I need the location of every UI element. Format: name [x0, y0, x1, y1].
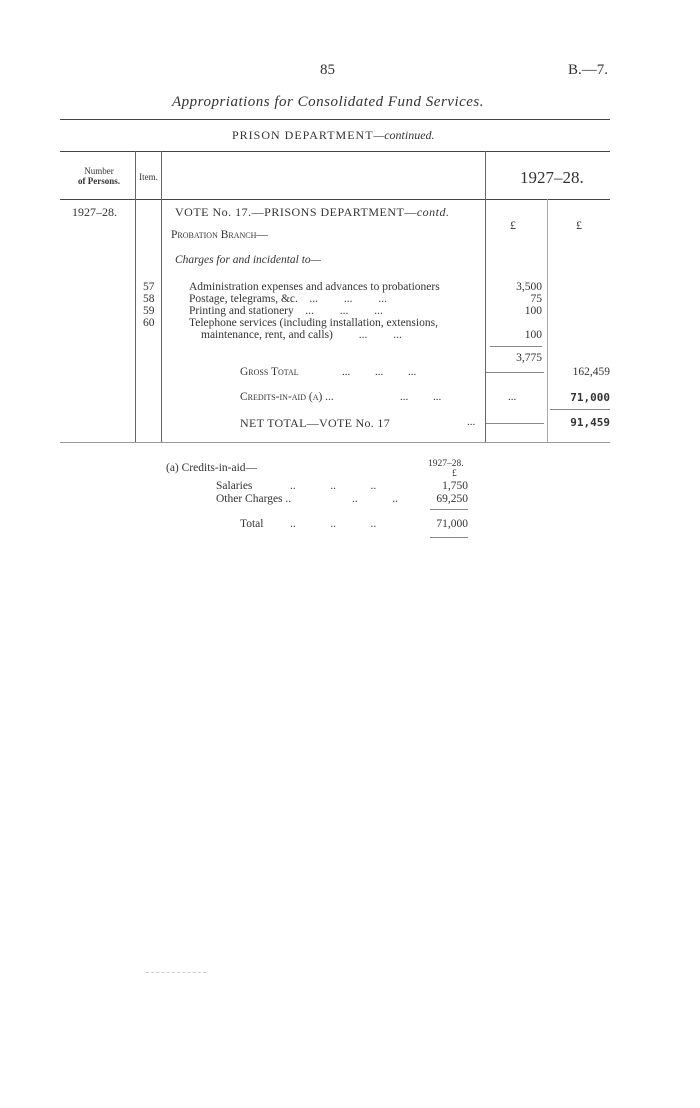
- footnote-total-label: Total: [240, 518, 264, 530]
- net-total-value: 91,459: [570, 416, 610, 429]
- net-total-dots: ...: [467, 416, 476, 428]
- item-number: 57: [143, 281, 155, 293]
- item-amount: 3,500: [516, 281, 542, 293]
- vote-title-main: VOTE No. 17.—PRISONS DEPARTMENT—: [175, 205, 417, 219]
- branch-heading: Probation Branch—: [171, 229, 268, 241]
- footnote-year: 1927–28.: [428, 459, 464, 469]
- charges-heading: Charges for and incidental to—: [175, 254, 321, 266]
- column-header-persons-line2: of Persons.: [78, 176, 120, 186]
- footnote-row-label: Other Charges ..: [216, 493, 292, 505]
- footnote-row-label: Salaries: [216, 480, 253, 492]
- column-divider-item: [161, 151, 162, 442]
- footnote-total-rule: [430, 509, 468, 510]
- column-header-year: 1927–28.: [520, 168, 584, 187]
- net-total-rule: [486, 423, 544, 424]
- item-number: 59: [143, 305, 155, 317]
- item-description: Telephone services (including installation, extensions,: [189, 317, 438, 329]
- table-header-rule: [60, 199, 610, 200]
- footnote-currency: £: [452, 469, 457, 479]
- vote-title-suffix: contd.: [416, 205, 450, 219]
- gross-total-label: Gross Total: [240, 366, 299, 378]
- subtotal-amount: 3,775: [516, 352, 542, 364]
- footnote-total-underline: [430, 537, 468, 538]
- footnote-total-dots: .. .. ..: [290, 518, 377, 530]
- footnote-total-value: 71,000: [436, 518, 468, 530]
- section-name: PRISON DEPARTMENT: [232, 128, 374, 142]
- persons-year: 1927–28.: [72, 205, 117, 219]
- item-amount: 100: [524, 305, 542, 317]
- footnote-label: (a) Credits-in-aid—: [166, 462, 258, 474]
- section-heading: [232, 128, 435, 143]
- gross-total-rule: [486, 372, 544, 373]
- footnote-row-dots: .. .. ..: [290, 480, 377, 492]
- gross-total-dots: ... ... ...: [342, 366, 417, 378]
- credits-in-aid-subcolumn: ...: [508, 391, 517, 403]
- page-number: 85: [320, 62, 335, 78]
- column-header-item: Item.: [139, 172, 158, 182]
- item-number: 58: [143, 293, 155, 305]
- column-header-persons-line1: Number: [84, 166, 114, 176]
- page-title: Appropriations for Consolidated Fund Services.: [172, 94, 485, 110]
- item-number: 60: [143, 317, 155, 329]
- credits-in-aid-label: Credits-in-aid (a) ...: [240, 391, 334, 403]
- footnote-row-value: 69,250: [436, 493, 468, 505]
- column-header-persons: [66, 166, 132, 186]
- credits-in-aid-value: 71,000: [570, 391, 610, 404]
- column-divider-persons: [135, 151, 136, 442]
- table-bottom-rule: [60, 442, 610, 443]
- item-description: Postage, telegrams, &c. ... ... ...: [189, 293, 388, 305]
- footnote-row-dots: .. ..: [352, 493, 398, 505]
- net-total-label: NET TOTAL—VOTE No. 17: [240, 416, 390, 430]
- table-top-rule: [60, 151, 610, 152]
- column-divider-description: [485, 151, 486, 442]
- credits-in-aid-dots: ... ...: [400, 391, 442, 403]
- item-amount: 75: [530, 293, 542, 305]
- section-suffix: —continued.: [373, 128, 435, 142]
- gross-total-value: 162,459: [572, 366, 610, 378]
- item-description: Administration expenses and advances to probationers: [189, 281, 440, 293]
- credits-total-rule: [550, 409, 610, 410]
- vote-title: [175, 205, 450, 220]
- item-amount: 100: [524, 329, 542, 341]
- subtotal-rule: [490, 346, 542, 347]
- item-description: Printing and stationery ... ... ...: [189, 305, 383, 317]
- column-divider-amounts: [547, 199, 548, 442]
- currency-subtotal-column: £: [510, 218, 516, 232]
- document-reference: B.—7.: [568, 62, 609, 78]
- scan-artifact-line: [146, 972, 206, 973]
- footnote-row-value: 1,750: [442, 480, 468, 492]
- title-rule: [60, 119, 610, 120]
- item-description-continued: maintenance, rent, and calls) ... ...: [201, 329, 402, 341]
- currency-total-column: £: [576, 218, 582, 232]
